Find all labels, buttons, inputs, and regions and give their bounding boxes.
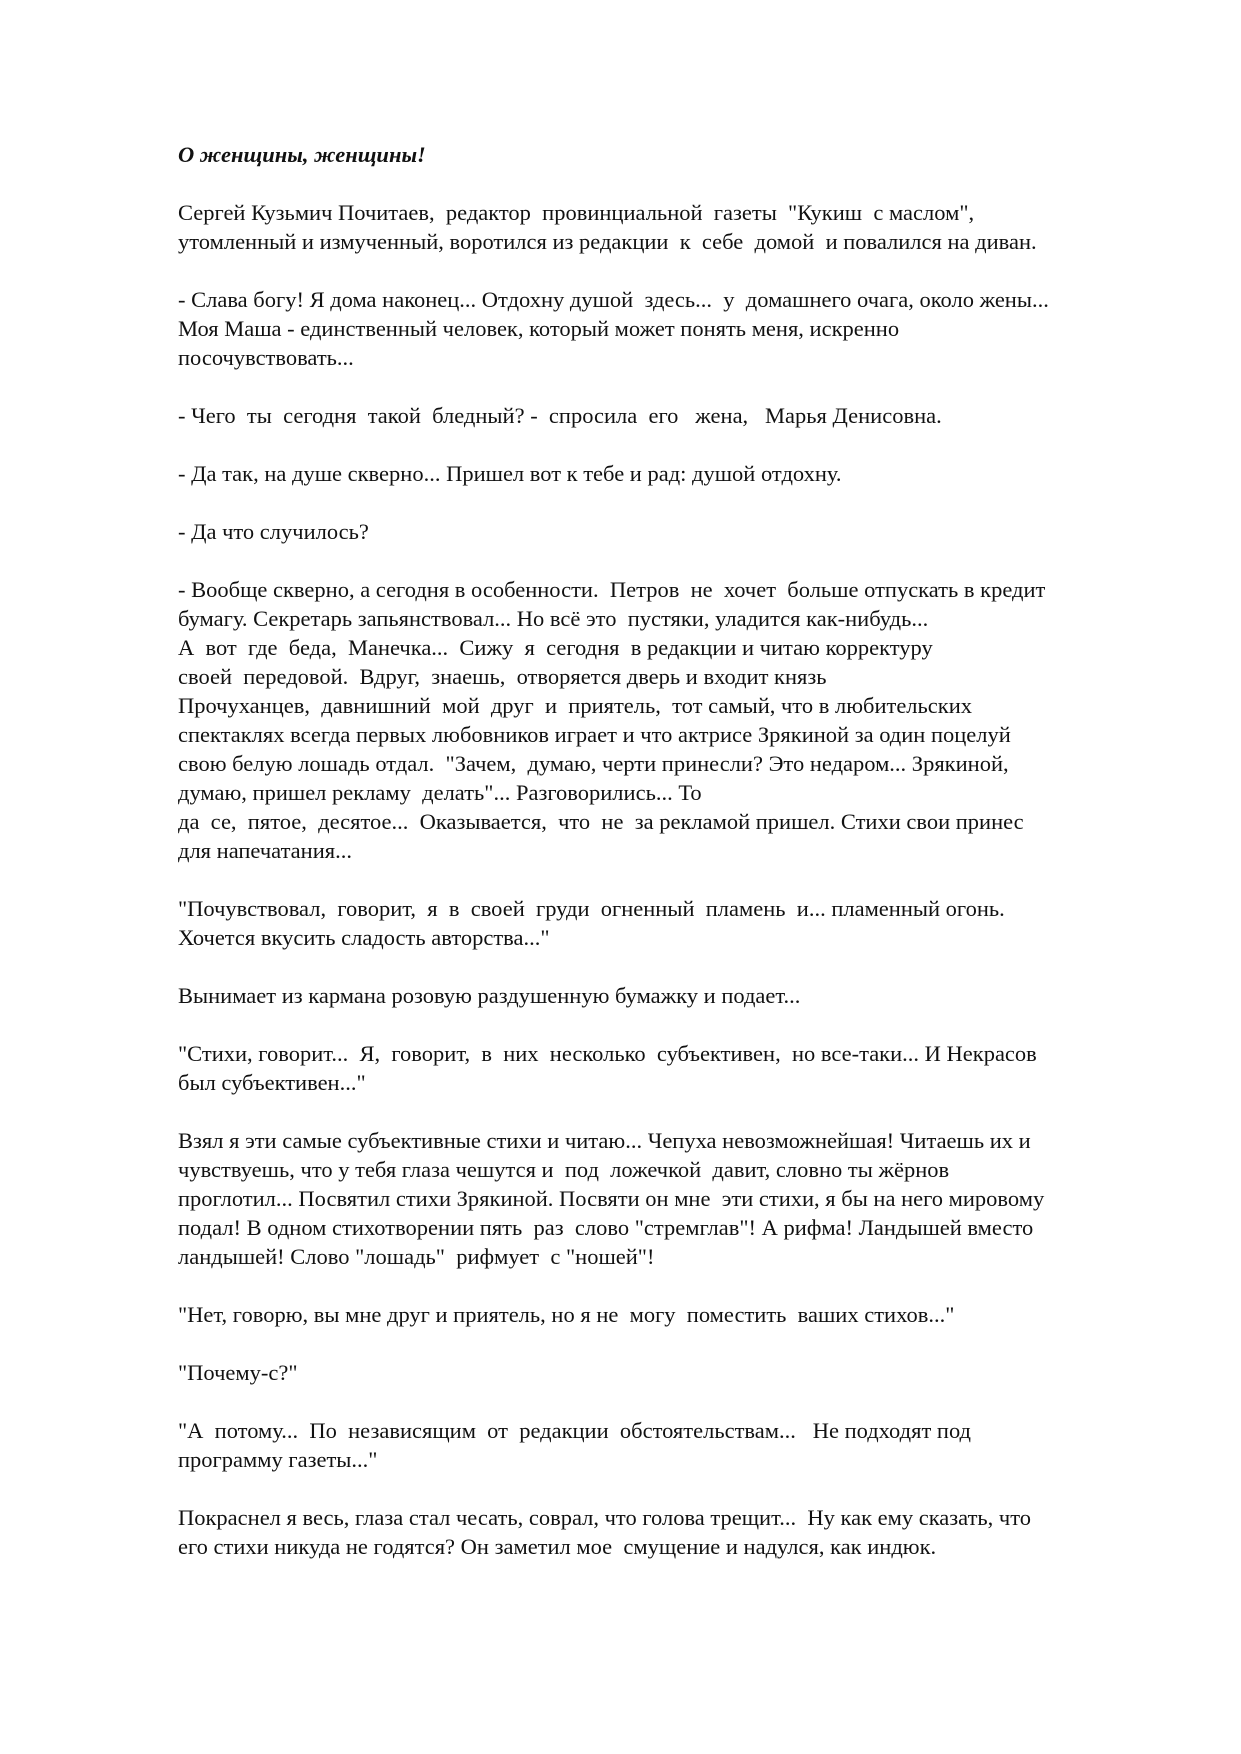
text-line: "Почувствовал, говорит, я в своей груди огненный пламень и... пламенный огонь.: [178, 896, 1005, 921]
text-line: Покраснел я весь, глаза стал чесать, соврал, что голова трещит... Ну как ему сказать, что: [178, 1505, 1032, 1530]
text-line: - Вообще скверно, а сегодня в особенности. Петров не хочет больше отпускать в кредит: [178, 577, 1046, 602]
paragraph: [178, 285, 1178, 372]
text-line: - Чего ты сегодня такой бледный? - спросила его жена, Марья Денисовна.: [178, 403, 942, 428]
text-line: своей передовой. Вдруг, знаешь, отворяется дверь и входит князь: [178, 664, 827, 689]
text-line: Прочуханцев, давнишний мой друг и приятель, тот самый, что в любительских: [178, 693, 973, 718]
paragraph: [178, 1126, 1178, 1271]
text-line: утомленный и измученный, воротился из редакции к себе домой и повалился на диван.: [178, 229, 1037, 254]
paragraph: [178, 894, 1178, 952]
text-line: "Стихи, говорит... Я, говорит, в них несколько субъективен, но все-таки... И Некрасов: [178, 1041, 1037, 1066]
paragraph: [178, 459, 1178, 488]
text-line: "А потому... По независящим от редакции обстоятельствам... Не подходят под: [178, 1418, 972, 1443]
text-line: Хочется вкусить сладость авторства...": [178, 925, 550, 950]
text-line: программу газеты...": [178, 1447, 378, 1472]
text-line: бумагу. Секретарь запьянствовал... Но всё это пустяки, уладится как-нибудь...: [178, 606, 929, 631]
text-line: думаю, пришел рекламу делать"... Разговорились... То: [178, 780, 702, 805]
paragraph: [178, 517, 1178, 546]
text-line: - Да так, на душе скверно... Пришел вот к тебе и рад: душой отдохну.: [178, 461, 842, 486]
paragraph: [178, 198, 1178, 256]
paragraph: [178, 1503, 1178, 1561]
text-line: Сергей Кузьмич Почитаев, редактор провинциальной газеты "Кукиш с маслом",: [178, 200, 975, 225]
text-line: Взял я эти самые субъективные стихи и читаю... Чепуха невозможнейшая! Читаешь их и: [178, 1128, 1031, 1153]
paragraph: [178, 401, 1178, 430]
text-line: его стихи никуда не годятся? Он заметил мое смущение и надулся, как индюк.: [178, 1534, 937, 1559]
text-line: - Да что случилось?: [178, 519, 369, 544]
text-line: Вынимает из кармана розовую раздушенную бумажку и подает...: [178, 983, 801, 1008]
paragraph: [178, 1039, 1178, 1097]
text-line: да се, пятое, десятое... Оказывается, что не за рекламой пришел. Стихи свои принес: [178, 809, 1024, 834]
text-line: "Почему-с?": [178, 1360, 298, 1385]
text-line: А вот где беда, Манечка... Сижу я сегодня в редакции и читаю корректуру: [178, 635, 933, 660]
text-line: - Слава богу! Я дома наконец... Отдохну душой здесь... у домашнего очага, около жены...: [178, 287, 1049, 312]
paragraph: [178, 981, 1178, 1010]
text-line: "Нет, говорю, вы мне друг и приятель, но я не могу поместить ваших стихов...": [178, 1302, 955, 1327]
text-line: был субъективен...": [178, 1070, 366, 1095]
paragraph: [178, 1300, 1178, 1329]
text-line: подал! В одном стихотворении пять раз слово "стремглав"! А рифма! Ландышей вместо: [178, 1215, 1034, 1240]
text-line: ландышей! Слово "лошадь" рифмует с "ношей"!: [178, 1244, 655, 1269]
text-line: Моя Маша - единственный человек, который может понять меня, искренно: [178, 316, 900, 341]
document-title: О женщины, женщины!: [178, 142, 426, 167]
text-line: спектаклях всегда первых любовников играет и что актрисе Зрякиной за один поцелуй: [178, 722, 1011, 747]
paragraph: [178, 1416, 1178, 1474]
text-line: чувствуешь, что у тебя глаза чешутся и под ложечкой давит, словно ты жёрнов: [178, 1157, 950, 1182]
text-line: свою белую лошадь отдал. "Зачем, думаю, черти принесли? Это недаром... Зрякиной,: [178, 751, 1009, 776]
paragraph: [178, 575, 1178, 865]
text-line: посочувствовать...: [178, 345, 354, 370]
text-line: проглотил... Посвятил стихи Зрякиной. Посвяти он мне эти стихи, я бы на него мировому: [178, 1186, 1045, 1211]
text-line: для напечатания...: [178, 838, 352, 863]
document-page: [178, 140, 1178, 1590]
paragraph: [178, 1358, 1178, 1387]
